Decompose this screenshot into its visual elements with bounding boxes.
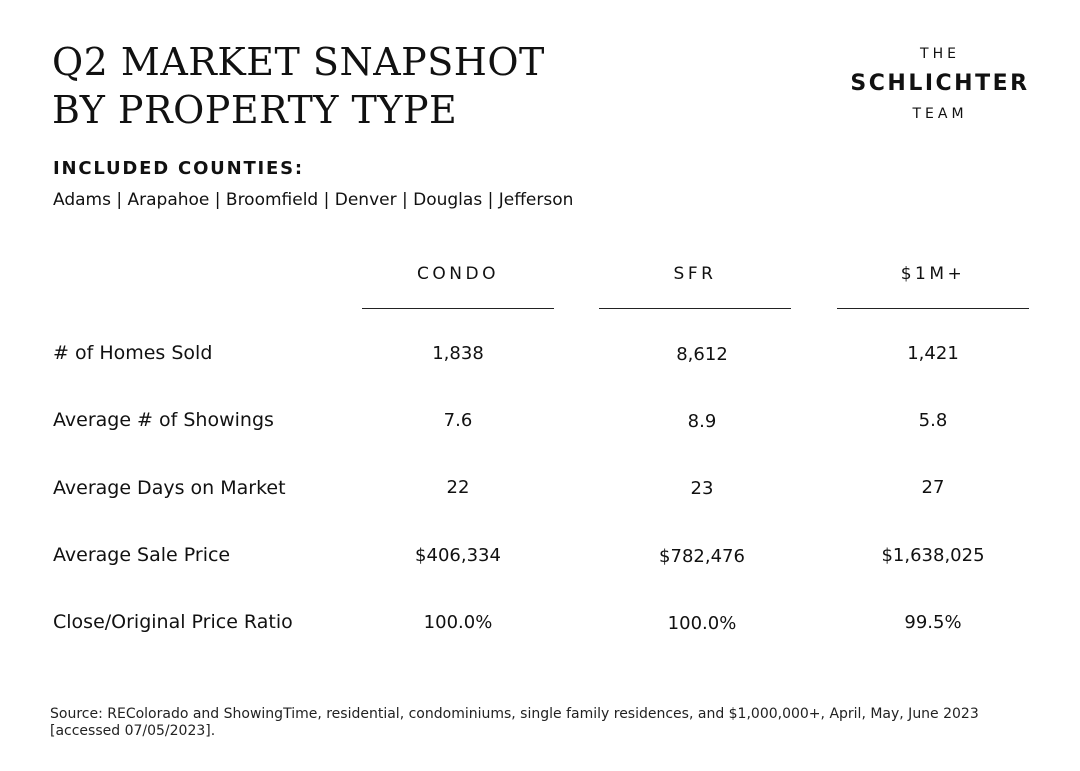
row-label-homes-sold: # of Homes Sold: [53, 342, 213, 364]
counties-list: Adams | Arapahoe | Broomfield | Denver | Douglas | Jefferson: [53, 190, 574, 210]
table-cell: 5.8: [918, 410, 948, 431]
column-header-sfr: SFR: [673, 264, 717, 284]
title-line-2: BY PROPERTY TYPE: [52, 88, 458, 132]
column-divider: [599, 308, 791, 309]
column-divider: [362, 308, 554, 309]
table-cell: 23: [690, 478, 714, 499]
row-label-days-on-market: Average Days on Market: [53, 477, 286, 499]
table-cell: 22: [446, 477, 470, 498]
row-label-showings: Average # of Showings: [53, 409, 274, 431]
column-divider: [837, 308, 1029, 309]
logo-name-text: SCHLICHTER: [850, 71, 1030, 96]
counties-heading: INCLUDED COUNTIES:: [53, 158, 304, 179]
table-cell: 1,838: [432, 343, 484, 364]
table-cell: $1,638,025: [881, 545, 985, 566]
source-footnote: Source: REColorado and ShowingTime, residential, condominiums, single family residences, and $1,000,000+, April, May, June 2023 [accessed 07/05/2023].: [50, 706, 979, 739]
title-line-1: Q2 MARKET SNAPSHOT: [52, 40, 545, 84]
table-cell: 100.0%: [667, 613, 737, 634]
table-cell: 8,612: [676, 344, 728, 365]
logo-top-text: THE: [920, 46, 960, 62]
row-label-price-ratio: Close/Original Price Ratio: [53, 611, 293, 633]
column-header-condo: CONDO: [417, 264, 499, 284]
logo-bottom-text: TEAM: [912, 106, 968, 122]
table-cell: $406,334: [415, 545, 501, 566]
table-cell: 7.6: [443, 410, 473, 431]
team-logo: [840, 46, 1040, 122]
table-cell: 8.9: [687, 411, 717, 432]
table-cell: 99.5%: [904, 612, 962, 633]
table-cell: 1,421: [907, 343, 959, 364]
table-cell: 100.0%: [423, 612, 493, 633]
page-title: [52, 38, 545, 134]
column-header-1m-plus: $1M+: [900, 264, 966, 284]
table-cell: 27: [921, 477, 945, 498]
row-label-sale-price: Average Sale Price: [53, 544, 231, 566]
table-cell: $782,476: [659, 546, 745, 567]
